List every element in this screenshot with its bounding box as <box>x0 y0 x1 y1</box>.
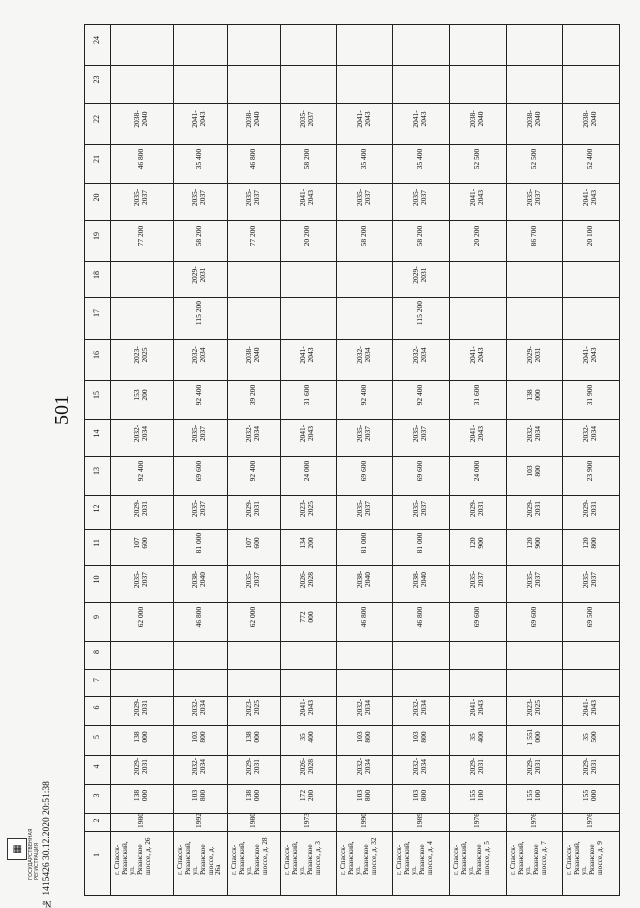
table-cell: 2035-2037 <box>174 495 228 530</box>
table-cell <box>450 669 507 697</box>
table-cell <box>227 25 281 66</box>
table-cell: 120 800 <box>563 530 620 566</box>
table-cell: 155 000 <box>563 785 620 814</box>
table-cell: 35 500 <box>563 726 620 756</box>
table-cell: 62 000 <box>227 603 281 642</box>
table-field-row <box>85 697 620 726</box>
table-cell: 2029-2031 <box>111 756 174 785</box>
table-cell: 35 400 <box>281 726 337 756</box>
table-cell: 1980 <box>111 814 174 832</box>
table-field-row <box>85 495 620 530</box>
table-cell: 103 800 <box>174 726 228 756</box>
table-cell: 77 200 <box>227 220 281 261</box>
table-cell: 2035-2037 <box>336 419 393 456</box>
table-field-row <box>85 66 620 103</box>
table-cell <box>281 669 337 697</box>
column-header: 11 <box>85 530 111 566</box>
table-cell: 103 800 <box>174 785 228 814</box>
table-field-row <box>85 785 620 814</box>
table-cell: 81 000 <box>336 530 393 566</box>
table-cell <box>174 641 228 669</box>
column-header: 18 <box>85 262 111 298</box>
table-cell: 69 500 <box>563 603 620 642</box>
table-cell <box>506 262 563 298</box>
page-number: 501 <box>51 395 73 425</box>
table-cell: 2035-2037 <box>336 495 393 530</box>
table-cell: 2041-2043 <box>336 103 393 144</box>
table-cell: 2032-2034 <box>174 697 228 726</box>
table-cell: 2023-2025 <box>227 697 281 726</box>
table-cell <box>506 669 563 697</box>
table-cell: 2035-2037 <box>393 495 450 530</box>
table-cell: 2035-2037 <box>281 103 337 144</box>
table-cell <box>336 25 393 66</box>
table-cell: 92 400 <box>336 381 393 420</box>
column-header: 1 <box>85 832 111 896</box>
table-field-row <box>85 381 620 420</box>
table-cell <box>450 66 507 103</box>
table-field-row <box>85 530 620 566</box>
table-cell: 134 200 <box>281 530 337 566</box>
address-cell: г. Спасск-Рязанский, ул. Рязанское шоссе, д. 28 <box>227 832 281 896</box>
table-cell <box>227 298 281 339</box>
table-cell <box>393 669 450 697</box>
table-cell: 2029-2031 <box>393 262 450 298</box>
table-cell: 2041-2043 <box>281 339 337 380</box>
table-cell <box>563 641 620 669</box>
table-cell <box>174 669 228 697</box>
table-cell: 172 200 <box>281 785 337 814</box>
table-cell: 2023-2025 <box>111 339 174 380</box>
column-header: 22 <box>85 103 111 144</box>
table-cell <box>281 262 337 298</box>
table-cell: 2041-2043 <box>450 339 507 380</box>
table-cell: 58 200 <box>393 220 450 261</box>
table-cell: 46 800 <box>174 603 228 642</box>
table-cell: 2029-2031 <box>563 495 620 530</box>
address-cell: г. Спасск-Рязанский, ул. Рязанское шоссе, д. 5 <box>450 832 507 896</box>
table-cell: 2029-2031 <box>506 756 563 785</box>
table-cell: 2026-2028 <box>281 566 337 603</box>
table-cell: 69 600 <box>336 456 393 495</box>
table-cell: 2038-2040 <box>227 103 281 144</box>
table-cell: 2029-2031 <box>227 495 281 530</box>
table-cell <box>336 298 393 339</box>
address-cell: г. Спасск-Рязанский, ул. Рязанское шоссе, д. 4 <box>393 832 450 896</box>
table-cell: 20 200 <box>450 220 507 261</box>
table-cell: 2029-2031 <box>450 756 507 785</box>
table-cell: 1976 <box>450 814 507 832</box>
column-header: 24 <box>85 25 111 66</box>
table-cell: 2029-2031 <box>227 756 281 785</box>
table-field-row <box>85 814 620 832</box>
table-cell: 46 800 <box>111 145 174 184</box>
table-cell: 2032-2034 <box>336 697 393 726</box>
table-cell: 103 800 <box>336 726 393 756</box>
table-cell: 46 800 <box>227 145 281 184</box>
table-cell: 2041-2043 <box>563 183 620 220</box>
address-cell: г. Спасск-Рязанский, ул. Рязанское шоссе, д. 9 <box>563 832 620 896</box>
table-cell: 35 400 <box>174 145 228 184</box>
table-cell: 2041-2043 <box>450 419 507 456</box>
table-cell <box>281 298 337 339</box>
table-cell: 2041-2043 <box>281 183 337 220</box>
column-header: 19 <box>85 220 111 261</box>
table-cell: 2032-2034 <box>336 339 393 380</box>
column-header: 15 <box>85 381 111 420</box>
table-cell: 2041-2043 <box>450 183 507 220</box>
table-cell: 2035-2037 <box>336 183 393 220</box>
table-cell: 2032-2034 <box>174 756 228 785</box>
table-cell: 2032-2034 <box>393 697 450 726</box>
table-cell: 120 900 <box>450 530 507 566</box>
table-cell: 2035-2037 <box>111 566 174 603</box>
stamp-label: ГОСУДАРСТВЕННАЯ РЕГИСТРАЦИЯ <box>28 828 40 880</box>
table-field-row <box>85 339 620 380</box>
table-cell: 2041-2043 <box>563 697 620 726</box>
table-cell: 2032-2034 <box>174 339 228 380</box>
table-cell: 138 000 <box>227 726 281 756</box>
table-cell: 2032-2034 <box>336 756 393 785</box>
address-cell: г. Спасск-Рязанский, ул. Рязанское шоссе, д. 26а <box>174 832 228 896</box>
table-field-row <box>85 262 620 298</box>
table-cell: 2029-2031 <box>111 697 174 726</box>
column-header: 3 <box>85 785 111 814</box>
table-cell <box>111 669 174 697</box>
column-header: 6 <box>85 697 111 726</box>
table-cell <box>336 66 393 103</box>
table-cell: 46 800 <box>393 603 450 642</box>
table-cell: 2035-2037 <box>563 566 620 603</box>
table-field-row <box>85 183 620 220</box>
table-cell: 2029-2031 <box>506 339 563 380</box>
table-cell <box>450 641 507 669</box>
table-cell: 2041-2043 <box>174 103 228 144</box>
table-cell <box>563 25 620 66</box>
table-cell: 52 500 <box>450 145 507 184</box>
table-cell: 69 600 <box>506 603 563 642</box>
table-cell: 138 000 <box>506 381 563 420</box>
table-cell <box>227 66 281 103</box>
table-cell <box>506 641 563 669</box>
column-header: 4 <box>85 756 111 785</box>
table-cell: 1976 <box>563 814 620 832</box>
table-cell <box>227 641 281 669</box>
table-cell <box>281 641 337 669</box>
column-header: 2 <box>85 814 111 832</box>
table-cell: 138 000 <box>111 785 174 814</box>
table-cell <box>281 25 337 66</box>
table-cell: 92 400 <box>111 456 174 495</box>
table-cell: 2023-2025 <box>506 697 563 726</box>
table-field-row <box>85 726 620 756</box>
table-cell <box>450 25 507 66</box>
table-cell <box>111 641 174 669</box>
table-cell: 2041-2043 <box>393 103 450 144</box>
table-cell <box>506 298 563 339</box>
table-cell: 2038-2040 <box>506 103 563 144</box>
table-field-row <box>85 220 620 261</box>
table-cell <box>111 298 174 339</box>
address-cell: г. Спасск-Рязанский, ул. Рязанское шоссе, д. 7 <box>506 832 563 896</box>
table-cell: 2038-2040 <box>563 103 620 144</box>
table-cell: 115 200 <box>393 298 450 339</box>
table-cell <box>393 25 450 66</box>
registry-stamp-icon: ▦ <box>7 838 27 860</box>
table-field-row <box>85 145 620 184</box>
table-field-row <box>85 419 620 456</box>
table-cell: 58 200 <box>174 220 228 261</box>
table-cell: 107 600 <box>111 530 174 566</box>
table-cell: 2032-2034 <box>393 339 450 380</box>
table-cell: 2032-2034 <box>563 419 620 456</box>
table-cell: 58 200 <box>281 145 337 184</box>
table-cell: 2035-2037 <box>450 566 507 603</box>
table-field-row <box>85 298 620 339</box>
table-cell <box>450 298 507 339</box>
table-cell <box>174 66 228 103</box>
table-cell: 1989 <box>393 814 450 832</box>
table-cell: 103 800 <box>393 726 450 756</box>
table-cell: 69 600 <box>450 603 507 642</box>
table-cell <box>227 262 281 298</box>
table-cell <box>111 25 174 66</box>
table-cell: 2035-2037 <box>111 183 174 220</box>
table-cell: 120 900 <box>506 530 563 566</box>
table-cell: 2038-2040 <box>450 103 507 144</box>
table-cell: 20 200 <box>281 220 337 261</box>
table-field-row <box>85 669 620 697</box>
table-cell: 115 200 <box>174 298 228 339</box>
table-cell <box>174 25 228 66</box>
table-cell: 39 200 <box>227 381 281 420</box>
table-cell: 2038-2040 <box>336 566 393 603</box>
table-cell: 2032-2034 <box>111 419 174 456</box>
registration-footer <box>6 781 76 908</box>
table-cell <box>281 66 337 103</box>
table-cell: 2029-2031 <box>563 756 620 785</box>
column-header: 9 <box>85 603 111 642</box>
table-cell: 2038-2040 <box>111 103 174 144</box>
table-cell: 1976 <box>506 814 563 832</box>
table-cell: 138 000 <box>227 785 281 814</box>
table-cell: 2041-2043 <box>281 697 337 726</box>
table-cell: 1992 <box>174 814 228 832</box>
table-cell <box>227 669 281 697</box>
column-header: 16 <box>85 339 111 380</box>
table-cell: 2038-2040 <box>227 339 281 380</box>
table-cell: 155 100 <box>450 785 507 814</box>
table-field-row <box>85 756 620 785</box>
table-cell: 2035-2037 <box>506 566 563 603</box>
table-field-row <box>85 566 620 603</box>
table-cell: 2029-2031 <box>506 495 563 530</box>
table-cell: 2035-2037 <box>227 566 281 603</box>
address-cell: г. Спасск-Рязанский, ул. Рязанское шоссе, д. 26 <box>111 832 174 896</box>
table-cell: 86 700 <box>506 220 563 261</box>
table-cell <box>336 641 393 669</box>
address-cell: г. Спасск-Рязанский, ул. Рязанское шоссе, д. 32 <box>336 832 393 896</box>
table-cell: 24 000 <box>281 456 337 495</box>
registration-number: № 1415426 30.12.2020 20:51:38 <box>42 781 52 908</box>
address-cell: г. Спасск-Рязанский, ул. Рязанское шоссе, д. 3 <box>281 832 337 896</box>
table-cell: 35 400 <box>336 145 393 184</box>
table-cell: 35 400 <box>393 145 450 184</box>
table-cell: 103 800 <box>506 456 563 495</box>
table-cell: 2026-2028 <box>281 756 337 785</box>
table-cell <box>393 66 450 103</box>
table-cell: 35 400 <box>450 726 507 756</box>
table-cell: 1980 <box>227 814 281 832</box>
table-cell <box>336 669 393 697</box>
table-cell: 69 600 <box>174 456 228 495</box>
table-field-row <box>85 641 620 669</box>
table-cell: 92 400 <box>174 381 228 420</box>
table-cell: 2023-2025 <box>281 495 337 530</box>
table-cell: 2041-2043 <box>281 419 337 456</box>
column-header: 5 <box>85 726 111 756</box>
table-cell: 2041-2043 <box>450 697 507 726</box>
data-grid <box>84 24 620 896</box>
table-cell: 81 000 <box>393 530 450 566</box>
table-cell: 81 000 <box>174 530 228 566</box>
table-cell: 153 200 <box>111 381 174 420</box>
column-header: 12 <box>85 495 111 530</box>
table-cell <box>111 66 174 103</box>
capital-repair-table <box>84 24 620 896</box>
table-cell: 1990 <box>336 814 393 832</box>
table-cell: 1973 <box>281 814 337 832</box>
table-cell: 155 100 <box>506 785 563 814</box>
table-cell: 103 800 <box>336 785 393 814</box>
table-cell: 2029-2031 <box>450 495 507 530</box>
table-cell: 2035-2037 <box>393 419 450 456</box>
table-cell: 92 400 <box>227 456 281 495</box>
column-header: 23 <box>85 66 111 103</box>
table-cell: 2032-2034 <box>393 756 450 785</box>
table-cell <box>393 641 450 669</box>
table-cell <box>506 25 563 66</box>
table-field-row <box>85 832 620 896</box>
table-cell: 2038-2040 <box>174 566 228 603</box>
table-cell: 2032-2034 <box>506 419 563 456</box>
table-field-row <box>85 103 620 144</box>
table-cell <box>336 262 393 298</box>
table-cell: 31 900 <box>563 381 620 420</box>
column-header: 21 <box>85 145 111 184</box>
table-cell: 2032-2034 <box>227 419 281 456</box>
column-header: 10 <box>85 566 111 603</box>
table-cell: 24 000 <box>450 456 507 495</box>
table-cell <box>563 669 620 697</box>
table-cell: 2041-2043 <box>563 339 620 380</box>
table-cell: 31 600 <box>281 381 337 420</box>
table-field-row <box>85 25 620 66</box>
column-header: 17 <box>85 298 111 339</box>
table-cell: 52 400 <box>563 145 620 184</box>
column-header: 8 <box>85 641 111 669</box>
table-cell: 2035-2037 <box>506 183 563 220</box>
table-cell: 2035-2037 <box>393 183 450 220</box>
table-cell: 58 200 <box>336 220 393 261</box>
column-header: 7 <box>85 669 111 697</box>
table-cell: 2035-2037 <box>174 419 228 456</box>
table-cell: 2035-2037 <box>227 183 281 220</box>
table-cell: 2029-2031 <box>111 495 174 530</box>
table-cell: 46 800 <box>336 603 393 642</box>
table-cell <box>563 298 620 339</box>
column-header: 20 <box>85 183 111 220</box>
column-header: 14 <box>85 419 111 456</box>
table-cell: 20 100 <box>563 220 620 261</box>
table-cell <box>111 262 174 298</box>
table-cell: 2038-2040 <box>393 566 450 603</box>
table-cell: 1 551 000 <box>506 726 563 756</box>
table-cell: 69 600 <box>393 456 450 495</box>
table-cell: 138 000 <box>111 726 174 756</box>
table-cell <box>506 66 563 103</box>
table-cell: 77 200 <box>111 220 174 261</box>
table-cell: 52 500 <box>506 145 563 184</box>
table-cell: 2029-2031 <box>174 262 228 298</box>
table-field-row <box>85 456 620 495</box>
table-cell: 107 600 <box>227 530 281 566</box>
table-cell: 23 900 <box>563 456 620 495</box>
table-cell: 103 800 <box>393 785 450 814</box>
table-cell: 92 400 <box>393 381 450 420</box>
table-cell <box>563 262 620 298</box>
table-cell: 772 000 <box>281 603 337 642</box>
table-cell: 62 000 <box>111 603 174 642</box>
table-cell: 2035-2037 <box>174 183 228 220</box>
column-header: 13 <box>85 456 111 495</box>
table-field-row <box>85 603 620 642</box>
table-cell <box>450 262 507 298</box>
table-cell <box>563 66 620 103</box>
table-cell: 31 600 <box>450 381 507 420</box>
